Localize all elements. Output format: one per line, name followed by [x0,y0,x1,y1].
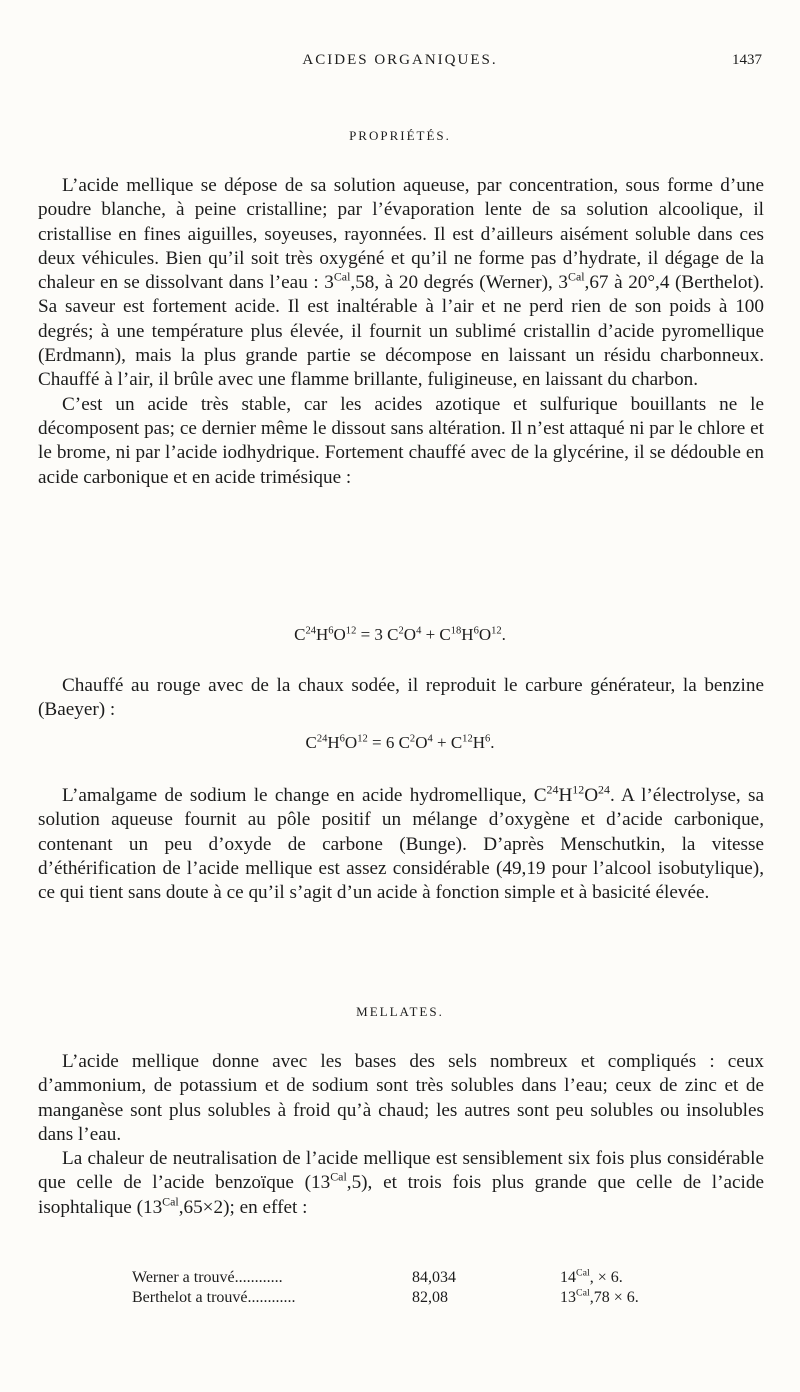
page-number: 1437 [732,52,762,68]
running-title: ACIDES ORGANIQUES. [302,52,498,68]
paragraph-hydromellique: L’amalgame de sodium le change en acide hydromellique, $C^{24}H^{12}O^{24}$. A l’électrolyse, sa solution aqueuse fournit au pôle positif un mélange d’oxygène et d’acide carbonique, contenant un peu d’oxyde de carbone (Bunge). D’après Menschutkin, la vitesse d’éthérification de l’acide mellique est assez considérable (49,19 pour l’alcool isobutylique), ce qui tient sans doute à ce qu’il s’agit d’un acide à fonction simple et à basicité élevée. [38,782,765,904]
text-block-benzine [38,674,764,723]
equation-benzine: $C^{24}H^6O^{12} = 6$ $C^2O^4 + C^{12}H^6$. [305,733,495,752]
observer-cell: Werner a trouvé............ [132,1269,283,1286]
result-cell: $14^{Cal}$, × 6. [560,1267,623,1286]
text-block-proprietes [38,174,764,490]
section-title-proprietes: PROPRIÉTÉS. [349,128,451,143]
measurements-table [132,1268,732,1308]
equation-trimesic: $C^{24}H^6O^{12} = 3$ $C^2O^4 + C^{18}H^6O^{12}$. [294,625,506,644]
value-cell: 82,08 [412,1289,448,1306]
text-block-hydromellique [38,784,764,905]
paragraph-neutralisation: La chaleur de neutralisation de l’acide mellique est sensiblement six fois plus considérable que celle de l’acide benzoïque $(13^{Cal},5)$, et trois fois plus grande que celle de l’acide isophtalique $(13^{Cal},65\times 2)$; en effet : [38,1148,764,1218]
paragraph-solubility: L’acide mellique se dépose de sa solution aqueuse, par concentration, sous forme d’une poudre blanche, à peine cristalline; par l’évaporation lente de sa solution alcoolique, il cristallise en fines aiguilles, soyeuses, rayonnées. Il est d’ailleurs aisément soluble dans ces deux véhicules. Bien qu’il soit très oxygéné et qu’il ne forme pas d’hydrate, il dégage de la chaleur en se dissolvant dans l’eau : $3^{Cal},58$, à 20 degrés (Werner), $3^{Cal},67$ à 20°,4 (Berthelot). Sa saveur est fortement acide. Il est inaltérable à l’air et ne perd rien de son poids à 100 degrés; à une température plus élevée, il fournit un sublimé cristallin d’acide pyromellique (Erdmann), mais la plus grande partie se décompose en laissant un résidu charbonneux. Chauffé à l’air, il brûle avec une flamme brillante, fuligineuse, en laissant du charbon. [38,175,765,391]
text-block-mellates [38,1050,764,1220]
paragraph-stability: C’est un acide très stable, car les acides azotique et sulfurique bouillants ne le décomposent pas; ce dernier même le dissout sans altération. Il n’est attaqué ni par le chlore et le brome, ni par l’acide iodhydrique. Fortement chauffé avec de la glycérine, il se dédouble en acide carbonique et en acide trimésique : [38,393,764,488]
section-title-mellates: MELLATES. [356,1004,444,1019]
value-cell: 84,034 [412,1269,456,1286]
observer-cell: Berthelot a trouvé............ [132,1289,296,1306]
table-row [132,1268,732,1288]
paragraph-benzine: Chauffé au rouge avec de la chaux sodée, il reproduit le carbure générateur, la benzine (Baeyer) : [38,675,764,721]
table-row [132,1288,732,1308]
result-cell: $13^{Cal},78 \times 6$. [560,1287,639,1306]
paragraph-salts: L’acide mellique donne avec les bases des sels nombreux et compliqués : ceux d’ammonium, de potassium et de sodium sont très solubles dans l’eau; ceux de zinc et de manganèse sont plus solubles à froid qu’à chaud; les autres sont peu solubles ou insolubles dans l’eau. [38,1051,764,1145]
